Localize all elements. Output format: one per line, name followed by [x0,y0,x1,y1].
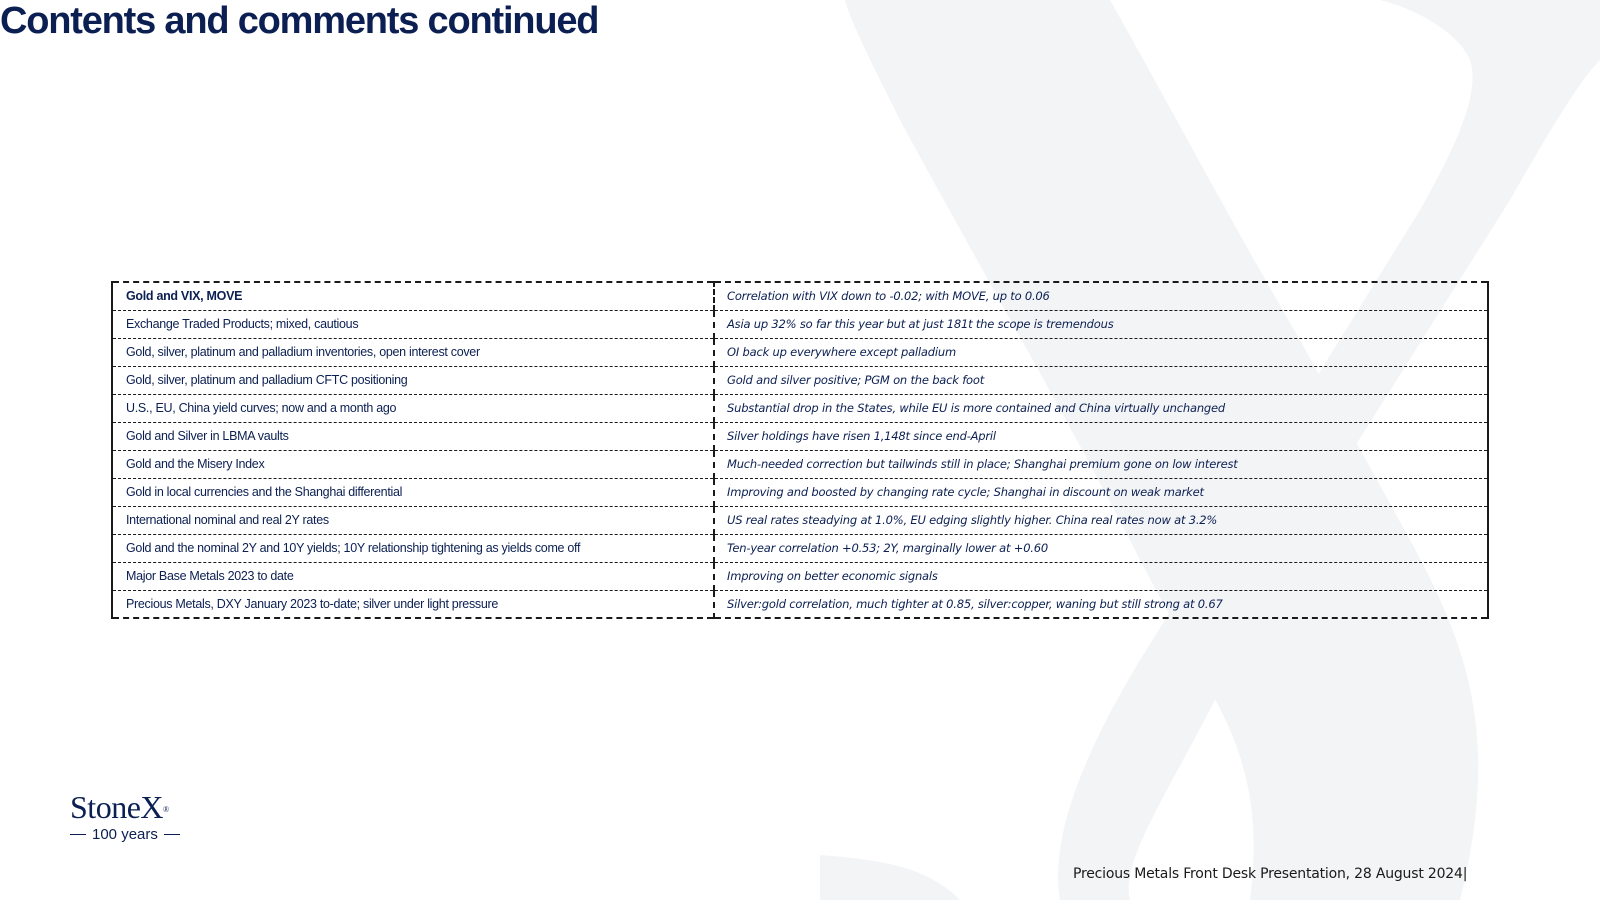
registered-mark: ® [163,805,169,814]
comment-cell: Asia up 32% so far this year but at just 181t the scope is tremendous [714,310,1488,338]
topic-cell: Gold and the Misery Index [112,450,714,478]
table-row [112,506,1488,534]
table-row [112,478,1488,506]
table-row [112,562,1488,590]
topic-cell: Gold, silver, platinum and palladium inventories, open interest cover [112,338,714,366]
table-row [112,338,1488,366]
comment-cell: Gold and silver positive; PGM on the back foot [714,366,1488,394]
comment-cell: Correlation with VIX down to -0.02; with MOVE, up to 0.06 [714,282,1488,310]
logo-wordmark [70,790,200,824]
comment-cell: Improving on better economic signals [714,562,1488,590]
comment-cell: Substantial drop in the States, while EU is more contained and China virtually unchanged [714,394,1488,422]
logo-tagline [70,826,200,843]
contents-table [111,281,1489,619]
topic-cell: Precious Metals, DXY January 2023 to-date; silver under light pressure [112,590,714,618]
topic-cell: U.S., EU, China yield curves; now and a month ago [112,394,714,422]
topic-cell: Gold and the nominal 2Y and 10Y yields; 10Y relationship tightening as yields come off [112,534,714,562]
table-row [112,394,1488,422]
comment-cell: Silver holdings have risen 1,148t since end-April [714,422,1488,450]
topic-cell: Gold in local currencies and the Shanghai differential [112,478,714,506]
topic-cell: Major Base Metals 2023 to date [112,562,714,590]
page-title: Contents and comments continued [0,0,599,42]
table-row [112,366,1488,394]
comment-cell: Much-needed correction but tailwinds still in place; Shanghai premium gone on low interest [714,450,1488,478]
table-row [112,310,1488,338]
dash-left-icon [70,834,86,835]
comment-cell: OI back up everywhere except palladium [714,338,1488,366]
table-row [112,450,1488,478]
comment-cell: Silver:gold correlation, much tighter at 0.85, silver:copper, waning but still strong at 0.67 [727,596,1223,611]
topic-cell: Exchange Traded Products; mixed, cautious [112,310,714,338]
comment-cell: Improving and boosted by changing rate cycle; Shanghai in discount on weak market [714,478,1488,506]
topic-cell: International nominal and real 2Y rates [112,506,714,534]
table-row [112,422,1488,450]
stonex-logo [70,790,200,843]
topic-cell: Gold and Silver in LBMA vaults [112,422,714,450]
footer-text: Precious Metals Front Desk Presentation, 28 August 2024| [1073,866,1468,882]
logo-tagline-text: 100 years [92,826,158,843]
dash-right-icon [164,834,180,835]
table-row [112,590,1488,618]
topic-cell: Gold, silver, platinum and palladium CFTC positioning [112,366,714,394]
topic-cell: Gold and VIX, MOVE [112,282,714,310]
table-body [112,282,1488,618]
comment-cell: Ten-year correlation +0.53; 2Y, marginally lower at +0.60 [714,534,1488,562]
table-row [112,534,1488,562]
table-row [112,282,1488,310]
comment-cell: US real rates steadying at 1.0%, EU edging slightly higher. China real rates now at 3.2% [714,506,1488,534]
logo-name-text: StoneX [70,789,163,825]
